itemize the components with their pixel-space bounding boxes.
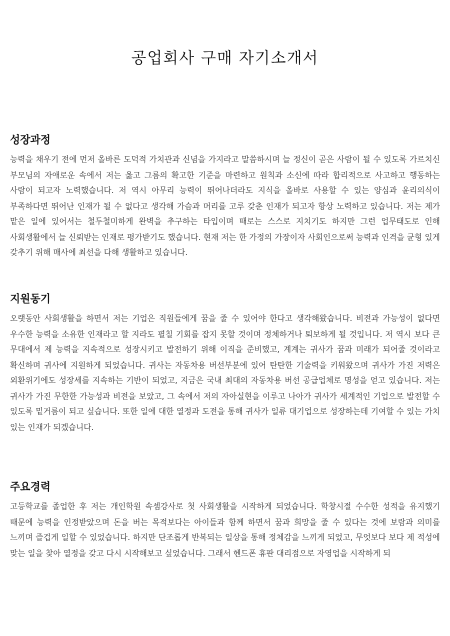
document-title: 공업회사 구매 자기소개서	[131, 49, 319, 67]
section-body-career: 고등학교를 졸업한 후 저는 개인학원 속셈강사로 첫 사회생활을 시작하게 되었습니다. 학창시절 수수한 성적을 유지했기 때문에 능력을 인정받았으며 돈을 버는 목적보다는 아이들과 함께 하면서 꿈과 희망을 줄 수 있다는 것에 보람과 의미를 느끼며 즐겁게 일할 수 있었습니다. 하지만 단조롭게 반복되는 일상을 통해 정체감을 느끼게 되었고, 무엇보다 보다 제 적성에 맞는 일을 찾아 열정을 갖고 다시 시작해보고 싶었습니다. 그래서 헨드폰 휴판 대리점으로 자영업을 시작하게 되	[10, 502, 440, 558]
section-heading-career: 주요경력	[10, 481, 51, 493]
section-heading-growth: 성장과정	[10, 134, 51, 146]
section-body-motivation: 오랫동안 사회생활을 하면서 저는 기업은 직원들에게 꿈을 줄 수 있어야 한다고 생각해왔습니다. 비전과 가능성이 없다면 우수한 능력을 소유한 인재라고 할 지라도 펼칠 기회를 잡지 못할 것이며 정체하거나 퇴보하게 될 것입니다. 저 역시 보다 큰 무대에서 제 능력을 지속적으로 성장시키고 발전하기 위해 이직을 준비했고, 계계는 귀사가 꿈과 미래가 되어줄 것이라고 확신하며 귀사에 지원하게 되었습니다. 귀사는 자동차용 버선부분에 있어 탄탄한 기술력을 키워왔으며 귀사가 가진 저력은 외환위기에도 성장세를 지속하는 기반이 되었고, 지금은 국내 최대의 자동차용 버선 공급업체로 명성을 얻고 있습니다. 저는 귀사가 가진 무한한 가능성과 비전을 보았고, 그 속에서 저의 자아실현을 이루고 나아가 귀사가 세계적인 기업으로 발전할 수 있도록 밑거름이 되고 싶습니다. 또한 일에 대한 열정과 도전을 통해 귀사가 일류 대기업으로 성장하는데 기여할 수 있는 가치 있는 인재가 되겠습니다.	[10, 314, 440, 432]
section-heading-motivation: 지원동기	[10, 293, 51, 305]
section-body-growth: 능력을 채우기 전에 먼저 올바른 도덕적 가치관과 신념을 가지라고 말씀하시며 늘 정신이 곧은 사람이 될 수 있도록 가르치신 부모님의 자애로운 속에서 저는 옳고 그름의 확고한 기준을 마련하고 원칙과 소신에 따라 합리적으로 사고하고 행동하는 사람이 되고자 노력했습니다. 저 역시 아무리 능력이 뛰어나더라도 지식을 올바로 사용할 수 있는 양심과 윤리의식이 부족하다면 뛰어난 인재가 될 수 없다고 생각해 가슴과 머리를 고루 갖춘 인재가 되고자 항상 노력하고 있습니다. 저는 제가 맡은 일에 있어서는 철두철미하게 완벽을 추구하는 타입이며 때로는 스스로 지치기도 하지만 그런 업무태도로 인해 사회생활에서 늘 신뢰받는 인재로 평가받기도 했습니다. 현재 저는 한 가정의 가장이자 사회인으로써 능력과 인격을 균형 있게 갖추기 위해 매사에 최선을 다해 생활하고 있습니다.	[10, 155, 440, 257]
